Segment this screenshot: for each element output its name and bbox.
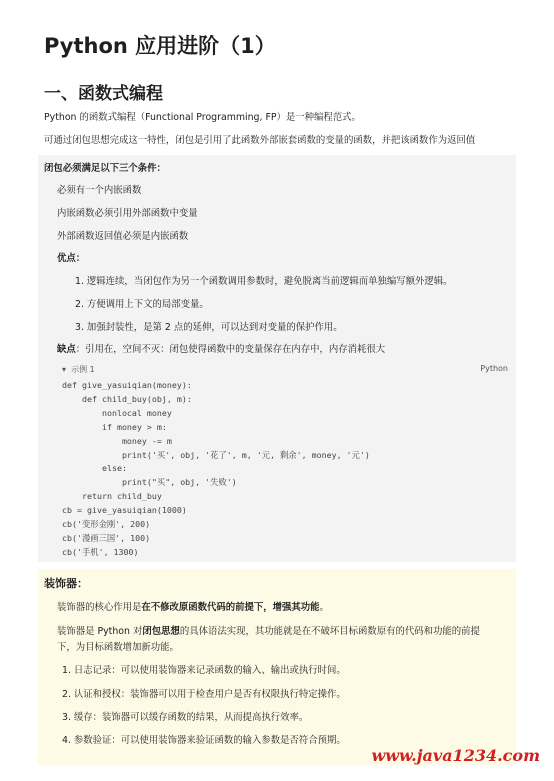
code-line: money -= m (62, 435, 172, 446)
code-line: else: (62, 463, 127, 474)
code-line: print('买', obj, '花了', m, '元, 剩余', money, '元') (62, 449, 370, 460)
decorator-use-item: 4. 参数验证：可以使用装饰器来验证函数的输入参数是否符合预期。 (62, 735, 346, 746)
code-caption-text: 示例 1 (71, 365, 95, 374)
text-run: 装饰器是 Python 对 (57, 626, 143, 637)
decorator-core-line (57, 599, 329, 613)
advantage-item: 1. 逻辑连续，当闭包作为另一个函数调用参数时，避免脱离当前逻辑而单独编写额外逻辑。 (75, 276, 453, 287)
watermark: www.java1234.com (371, 746, 540, 765)
closure-conditions-title: 闭包必须满足以下三个条件： (44, 163, 166, 174)
decorator-desc-line-cont: 下，为目标函数增加新功能。 (57, 642, 179, 653)
page-title: Python 应用进阶（1） (44, 34, 276, 58)
condition-item: 内嵌函数必须引用外部函数中变量 (57, 208, 198, 219)
decorator-use-item: 1. 日志记录：可以使用装饰器来记录函数的输入、输出或执行时间。 (62, 665, 346, 676)
code-line: cb('变形金刚', 200) (62, 519, 151, 530)
decorator-title: 装饰器： (44, 577, 88, 590)
disadvantage-text: ：引用在，空间不灭：闭包使得函数中的变量保存在内存中，内存消耗很大 (75, 344, 386, 355)
collapse-triangle-icon[interactable]: ▾ (62, 365, 67, 374)
code-line: def child_buy(obj, m): (62, 393, 192, 404)
code-language-label: Python (480, 364, 508, 373)
code-line: return child_buy (62, 491, 162, 502)
advantage-item: 2. 方便调用上下文的局部变量。 (75, 299, 209, 310)
disadvantage-label: 缺点 (57, 344, 76, 355)
condition-item: 必须有一个内嵌函数 (57, 185, 142, 196)
decorator-use-item: 3. 缓存：装饰器可以缓存函数的结果，从而提高执行效率。 (62, 712, 309, 723)
closure-paragraph: 可通过闭包思想完成这一特性，闭包是引用了此函数外部嵌套函数的变量的函数，并把该函数作为返回值 (44, 135, 476, 146)
advantages-label: 优点： (57, 253, 86, 264)
text-run-bold: 闭包思想 (142, 626, 180, 637)
advantage-item: 3. 加强封装性，是第 2 点的延伸，可以达到对变量的保护作用。 (75, 322, 343, 333)
code-content (62, 379, 370, 560)
text-run: 装饰器的核心作用是 (57, 602, 142, 613)
code-line: cb('漫画三国', 100) (62, 532, 151, 543)
text-run-bold: 在不修改原函数代码的前提下，增强其功能 (141, 602, 320, 613)
condition-item: 外部函数返回值必须是内嵌函数 (57, 231, 189, 242)
code-line: print("买", obj, '失败') (62, 477, 237, 488)
decorator-use-item: 2. 认证和授权：装饰器可以用于检查用户是否有权限执行特定操作。 (62, 689, 346, 700)
code-line: def give_yasuiqian(money): (62, 380, 192, 390)
text-run: 的具体语法实现，其功能就是在不破坏目标函数原有的代码和功能的前提 (179, 626, 480, 637)
disadvantage-line (57, 341, 385, 355)
code-caption[interactable] (62, 364, 95, 375)
section-heading-functional: 一、函数式编程 (44, 84, 163, 104)
code-line: cb('手机', 1300) (62, 546, 139, 557)
code-line: if money > m: (62, 421, 167, 432)
text-run: 。 (319, 602, 329, 613)
code-line: cb = give_yasuiqian(1000) (62, 505, 187, 516)
intro-paragraph: Python 的函数式编程（Functional Programming, FP）是一种编程范式。 (44, 112, 361, 123)
code-line: nonlocal money (62, 407, 172, 418)
decorator-desc-line (57, 623, 480, 637)
